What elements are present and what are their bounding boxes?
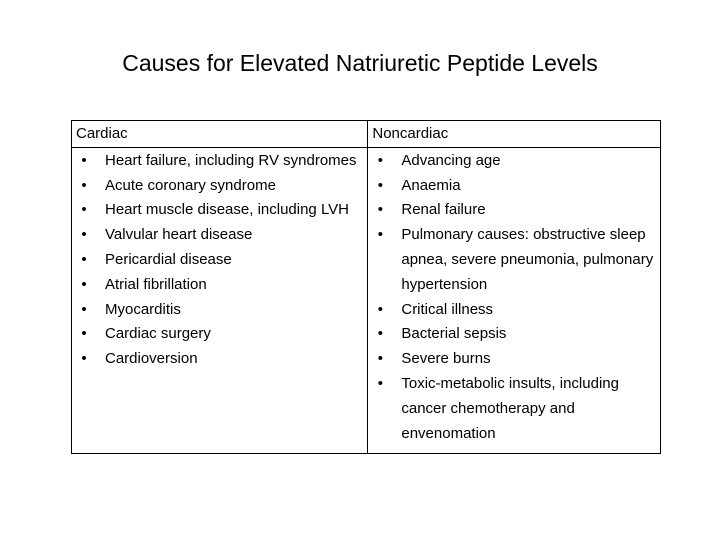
noncardiac-item: Toxic-metabolic insults, including cancer chemotherapy and envenomation (401, 374, 619, 442)
list-item (76, 223, 363, 248)
list-item (372, 298, 656, 323)
table-body-row (72, 147, 661, 454)
list-item (76, 149, 363, 174)
cardiac-list (76, 149, 363, 372)
list-item (76, 322, 363, 347)
bullet-icon: • (81, 350, 87, 368)
cardiac-item: Acute coronary syndrome (105, 176, 276, 194)
bullet-icon: • (81, 275, 87, 293)
noncardiac-item: Renal failure (401, 201, 486, 219)
bullet-icon: • (81, 201, 87, 219)
bullet-icon: • (377, 374, 383, 392)
noncardiac-item: Severe burns (401, 350, 491, 368)
cardiac-item: Cardiac surgery (105, 325, 211, 343)
cardiac-item: Heart muscle disease, including LVH (105, 201, 350, 219)
bullet-icon: • (81, 325, 87, 343)
page-title: Causes for Elevated Natriuretic Peptide Levels (122, 50, 598, 76)
bullet-icon: • (81, 226, 87, 244)
list-item (372, 372, 656, 446)
noncardiac-item: Advancing age (401, 151, 501, 169)
list-item (372, 198, 656, 223)
cardiac-item: Valvular heart disease (105, 226, 253, 244)
list-item (76, 273, 363, 298)
list-item (372, 149, 656, 174)
bullet-icon: • (81, 300, 87, 318)
list-item (372, 174, 656, 199)
noncardiac-list (372, 149, 656, 447)
cardiac-cell (72, 147, 368, 454)
cardiac-item: Pericardial disease (105, 250, 232, 268)
noncardiac-item: Critical illness (401, 300, 494, 318)
bullet-icon: • (377, 300, 383, 318)
noncardiac-item: Pulmonary causes: obstructive sleep apnea, severe pneumonia, pulmonary hypertension (401, 226, 654, 293)
cardiac-item: Myocarditis (105, 300, 181, 318)
bullet-icon: • (81, 151, 87, 169)
list-item (76, 298, 363, 323)
header-cardiac: Cardiac (72, 121, 368, 148)
bullet-icon: • (377, 226, 383, 244)
bullet-icon: • (81, 176, 87, 194)
bullet-icon: • (377, 176, 383, 194)
noncardiac-item: Anaemia (401, 176, 461, 194)
cardiac-item: Cardioversion (105, 350, 198, 368)
bullet-icon: • (377, 201, 383, 219)
bullet-icon: • (377, 151, 383, 169)
list-item (372, 223, 656, 297)
cardiac-item: Atrial fibrillation (105, 275, 207, 293)
cardiac-item: Heart failure, including RV syndromes (105, 151, 357, 169)
list-item (76, 198, 363, 223)
header-noncardiac: Noncardiac (368, 121, 661, 148)
noncardiac-item: Bacterial sepsis (401, 325, 507, 343)
bullet-icon: • (81, 250, 87, 268)
list-item (76, 347, 363, 372)
list-item (372, 347, 656, 372)
list-item (76, 248, 363, 273)
causes-table (71, 120, 661, 454)
bullet-icon: • (377, 350, 383, 368)
list-item (372, 322, 656, 347)
list-item (76, 174, 363, 199)
bullet-icon: • (377, 325, 383, 343)
table-header-row (72, 121, 661, 148)
noncardiac-cell (368, 147, 661, 454)
